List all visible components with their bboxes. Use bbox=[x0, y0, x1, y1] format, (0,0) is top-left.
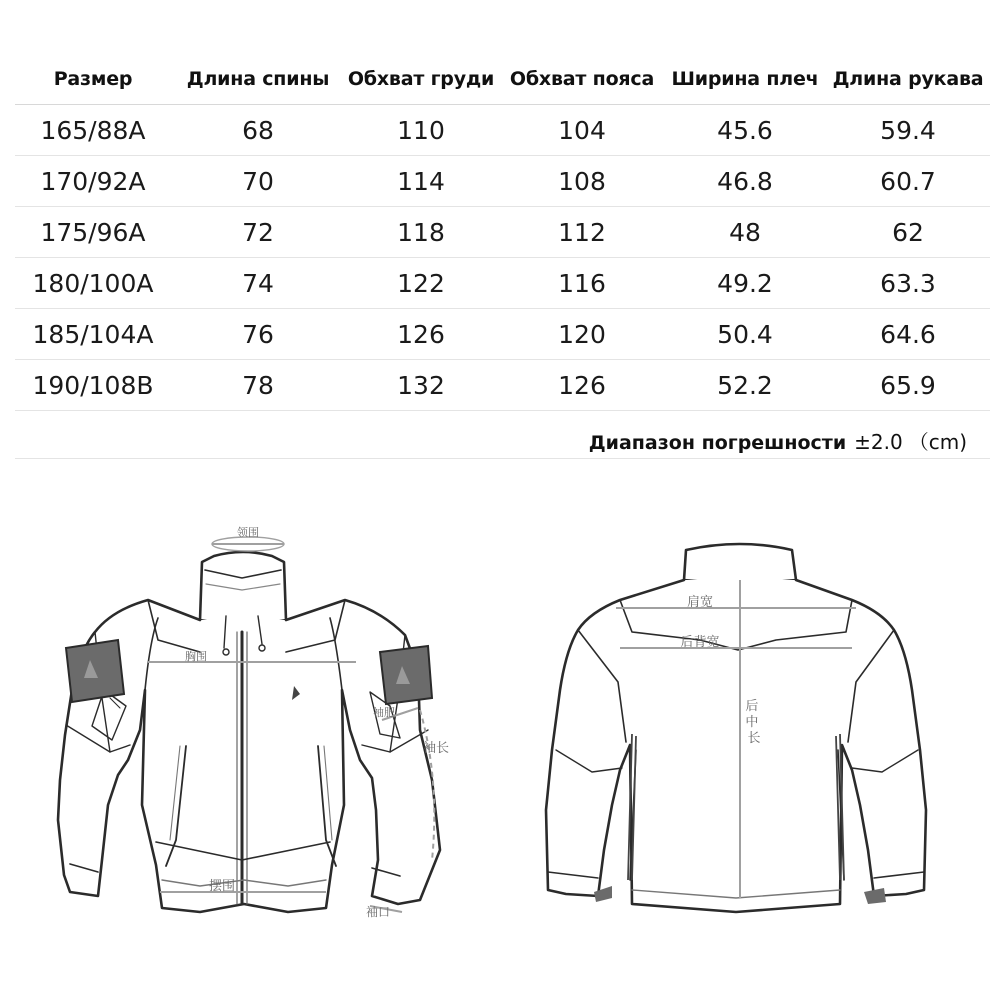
cell-waist: 104 bbox=[558, 116, 606, 145]
cell-shoulder: 46.8 bbox=[717, 167, 773, 196]
cell-sleeve: 60.7 bbox=[880, 167, 936, 196]
jacket-diagram bbox=[0, 520, 1000, 1000]
cell-shoulder: 45.6 bbox=[717, 116, 773, 145]
cell-chest: 126 bbox=[397, 320, 445, 349]
back-width-label: 后背宽 bbox=[680, 635, 720, 650]
cell-shoulder: 52.2 bbox=[717, 371, 773, 400]
header-waist: Обхват пояса bbox=[509, 68, 655, 90]
cell-shoulder: 49.2 bbox=[717, 269, 773, 298]
cell-chest: 114 bbox=[397, 167, 445, 196]
header-chest: Обхват груди bbox=[347, 68, 495, 90]
collar-label: 领围 bbox=[237, 526, 259, 539]
cell-sleeve: 63.3 bbox=[880, 269, 936, 298]
cell-shoulder: 48 bbox=[729, 218, 761, 247]
arm-patch-left bbox=[66, 640, 124, 702]
table-row bbox=[15, 156, 990, 207]
tolerance-note bbox=[589, 426, 967, 455]
hem-label: 摆围 bbox=[208, 879, 236, 894]
cell-back-length: 68 bbox=[242, 116, 274, 145]
cell-sleeve: 65.9 bbox=[880, 371, 936, 400]
back-length-label-char-3: 长 bbox=[747, 731, 761, 746]
table-row bbox=[15, 105, 990, 156]
cell-waist: 126 bbox=[558, 371, 606, 400]
header-size: Размер bbox=[53, 68, 133, 90]
tolerance-unit: （cm) bbox=[908, 430, 967, 454]
cell-chest: 122 bbox=[397, 269, 445, 298]
cell-chest: 118 bbox=[397, 218, 445, 247]
arm-patch-right bbox=[380, 646, 432, 704]
cell-back-length: 70 bbox=[242, 167, 274, 196]
cell-size: 180/100A bbox=[32, 269, 154, 298]
cell-size: 165/88A bbox=[40, 116, 146, 145]
back-length-label-char-2: 中 bbox=[745, 715, 759, 730]
cell-waist: 108 bbox=[558, 167, 606, 196]
jacket-front bbox=[58, 552, 440, 912]
cell-chest: 110 bbox=[397, 116, 445, 145]
cell-waist: 120 bbox=[558, 320, 606, 349]
cell-size: 175/96A bbox=[40, 218, 146, 247]
cuff-label: 袖口 bbox=[365, 905, 391, 919]
cell-back-length: 76 bbox=[242, 320, 274, 349]
cell-chest: 132 bbox=[397, 371, 445, 400]
cell-waist: 116 bbox=[558, 269, 606, 298]
cell-sleeve: 62 bbox=[892, 218, 924, 247]
cell-back-length: 78 bbox=[242, 371, 274, 400]
tolerance-value: ±2.0 bbox=[854, 430, 903, 454]
tolerance-label: Диапазон погрешности bbox=[588, 432, 847, 454]
cell-size: 185/104A bbox=[32, 320, 154, 349]
cell-sleeve: 59.4 bbox=[880, 116, 936, 145]
sleeve-length-label: 袖长 bbox=[422, 741, 450, 756]
table-row bbox=[15, 360, 990, 411]
cell-back-length: 72 bbox=[242, 218, 274, 247]
cell-back-length: 74 bbox=[242, 269, 274, 298]
chest-label: 胸围 bbox=[185, 650, 207, 663]
shoulder-label: 肩宽 bbox=[686, 595, 714, 610]
cell-waist: 112 bbox=[558, 218, 606, 247]
table-row bbox=[15, 207, 990, 258]
size-table bbox=[15, 60, 990, 411]
sleeve-width-label: 袖肥 bbox=[373, 706, 395, 719]
cell-size: 170/92A bbox=[40, 167, 146, 196]
table-header bbox=[15, 60, 990, 105]
table-row bbox=[15, 258, 990, 309]
header-sleeve: Длина рукава bbox=[832, 68, 984, 90]
header-back-length: Длина спины bbox=[186, 68, 330, 90]
back-length-label-char-1: 后 bbox=[745, 699, 759, 714]
table-row bbox=[15, 309, 990, 360]
back-length-label bbox=[745, 699, 762, 746]
cell-shoulder: 50.4 bbox=[717, 320, 773, 349]
header-shoulder: Ширина плеч bbox=[671, 68, 819, 90]
cell-sleeve: 64.6 bbox=[880, 320, 936, 349]
cell-size: 190/108B bbox=[32, 371, 154, 400]
jacket-back bbox=[546, 544, 926, 912]
table-bottom-rule bbox=[15, 458, 990, 459]
